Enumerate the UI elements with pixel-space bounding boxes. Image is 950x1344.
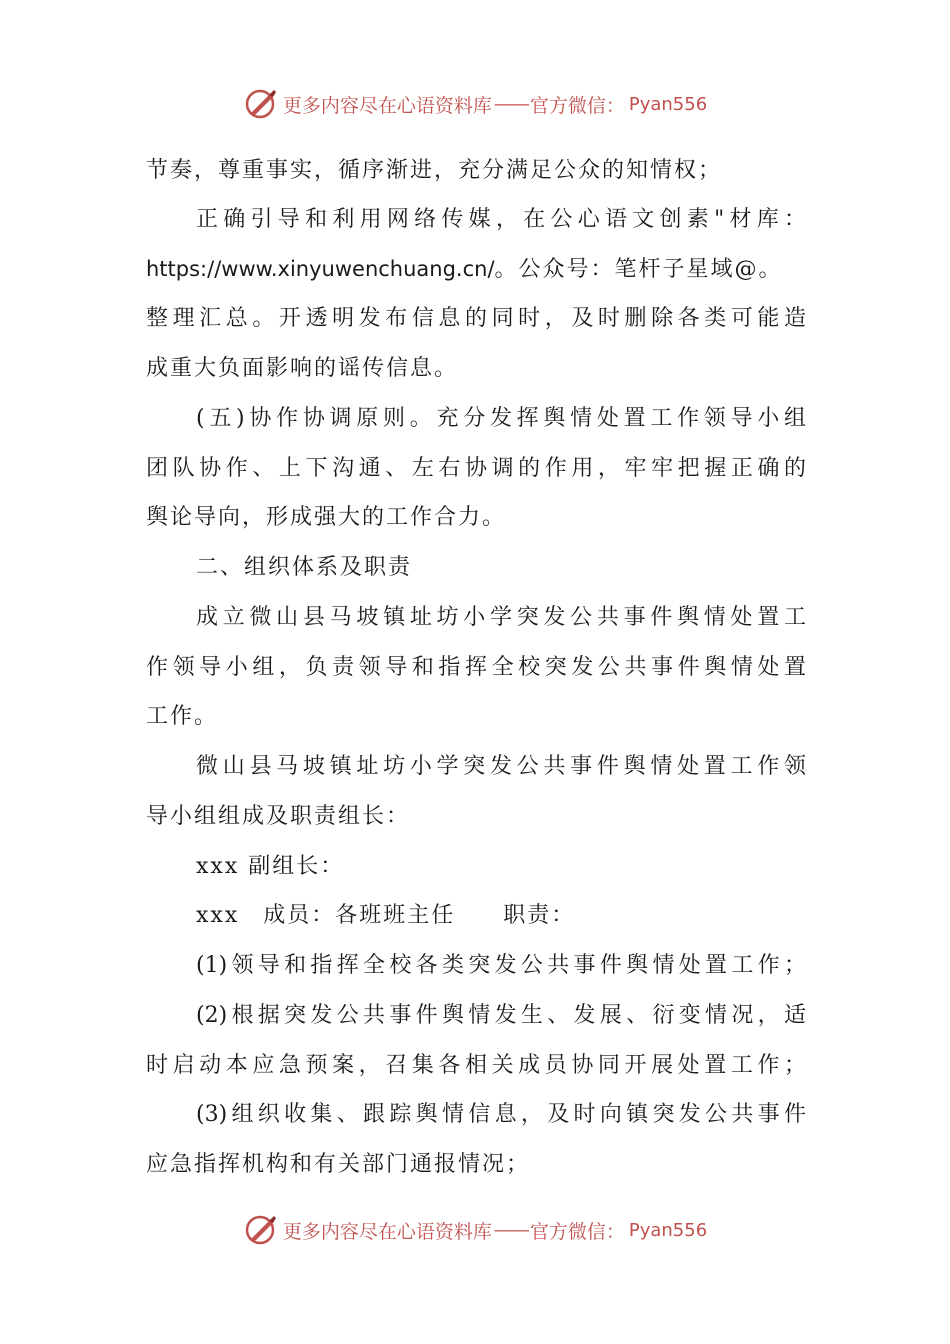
text-line: (3)组织收集、跟踪舆情信息，及时向镇突发公共事件 [196, 1102, 806, 1127]
text-line: (2)根据突发公共事件舆情发生、发展、衍变情况，适 [196, 1003, 806, 1028]
text-line: xxx 成员：各班班主任 职责： [196, 903, 576, 928]
watermark-account: Pyan556 [628, 1219, 708, 1241]
watermark-official: 官方微信： [529, 94, 625, 117]
text-line [146, 249, 806, 289]
watermark-text: 更多内容尽在心语资料库 [282, 94, 492, 117]
watermark-official: 官方微信： [529, 1220, 625, 1243]
text-line: 节奏，尊重事实，循序渐进，充分满足公众的知情权； [146, 158, 723, 183]
watermark-separator: —— [493, 93, 528, 115]
pen-logo-icon [243, 1212, 279, 1248]
url-link[interactable]: https://www.xinyuwenchuang.cn/ [146, 257, 495, 281]
text-span: 。公众号：笔杆子星域@。 [494, 257, 783, 282]
text-line: 作领导小组，负责领导和指挥全校突发公共事件舆情处置 [146, 655, 806, 680]
text-line: 时启动本应急预案，召集各相关成员协同开展处置工作； [146, 1053, 806, 1078]
watermark-account: Pyan556 [628, 93, 708, 115]
text-line: 正确引导和利用网络传媒，在公心语文创素"材库： [196, 207, 806, 232]
text-line: 舆论导向，形成强大的工作合力。 [146, 505, 507, 530]
text-line: 微山县马坡镇址坊小学突发公共事件舆情处置工作领 [196, 754, 806, 779]
text-line: (1)领导和指挥全校各类突发公共事件舆情处置工作； [196, 953, 806, 978]
watermark-text: 更多内容尽在心语资料库 [282, 1220, 492, 1243]
text-line: 工作。 [146, 704, 219, 729]
text-line: (五)协作协调原则。充分发挥舆情处置工作领导小组 [196, 406, 806, 431]
text-line: 应急指挥机构和有关部门通报情况； [146, 1152, 531, 1177]
text-line: 成立微山县马坡镇址坊小学突发公共事件舆情处置工 [196, 605, 806, 630]
watermark-footer [0, 1210, 950, 1250]
text-line: xxx 副组长： [196, 854, 345, 879]
text-line: 团队协作、上下沟通、左右协调的作用，牢牢把握正确的 [146, 456, 806, 481]
watermark-separator: —— [493, 1219, 528, 1241]
text-line: 导小组组成及职责组长： [146, 804, 411, 829]
text-line: 成重大负面影响的谣传信息。 [146, 356, 459, 381]
section-heading: 二、组织体系及职责 [196, 555, 413, 580]
text-line: 整理汇总。开透明发布信息的同时，及时删除各类可能造 [146, 306, 806, 331]
